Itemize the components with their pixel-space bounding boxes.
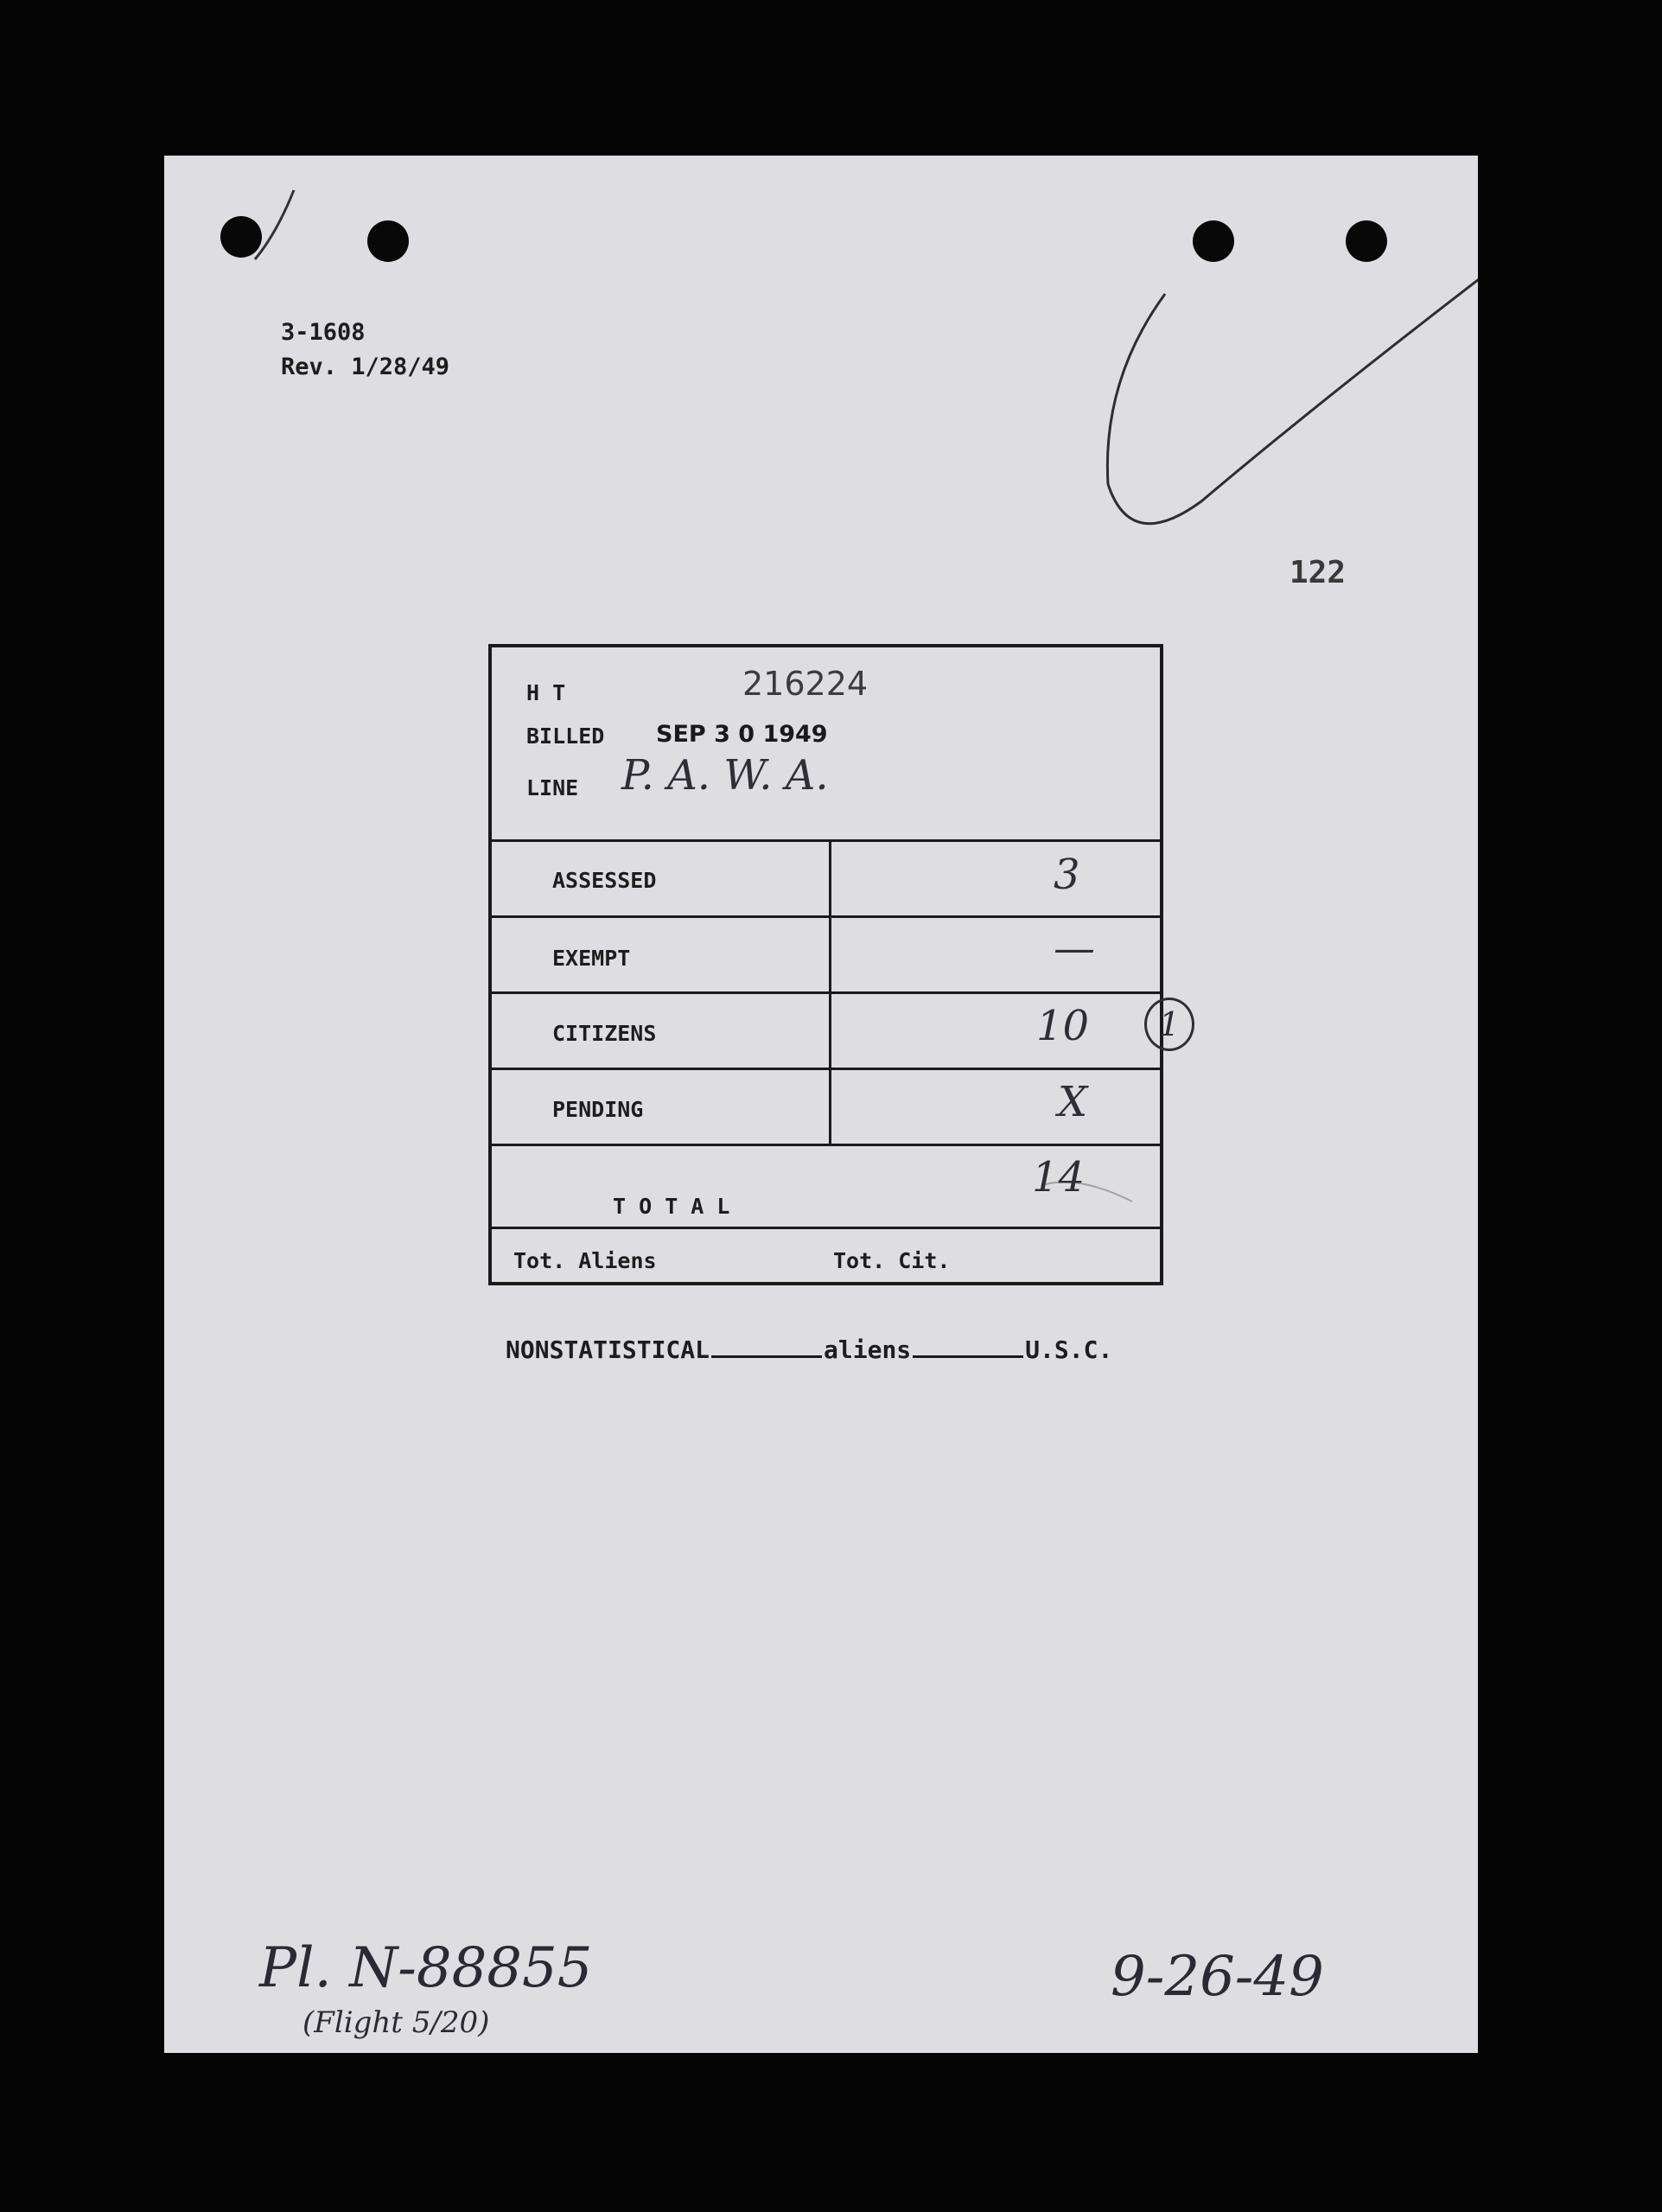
billed-label: BILLED <box>526 724 605 749</box>
check-mark <box>1107 277 1478 524</box>
usc-label: U.S.C. <box>1025 1335 1113 1364</box>
total-label: T O T A L <box>613 1194 730 1219</box>
usc-blank <box>913 1355 1023 1358</box>
row-label-assessed: ASSESSED <box>552 868 657 893</box>
row-label-citizens: CITIZENS <box>552 1021 657 1046</box>
table-divider <box>492 1068 1160 1070</box>
form-revision: Rev. 1/28/49 <box>281 354 450 380</box>
aliens-label: aliens <box>824 1335 912 1364</box>
row-value-citizens: 10 <box>1036 1002 1090 1050</box>
table-divider <box>492 839 1160 842</box>
form-code <box>281 316 449 385</box>
table-divider <box>492 1227 1160 1229</box>
ht-label: H T <box>526 680 566 705</box>
nonstatistical-line <box>506 1335 1112 1364</box>
table-divider <box>492 915 1160 918</box>
row-value-assessed: 3 <box>1054 851 1080 899</box>
manifest-table <box>488 644 1181 1285</box>
handwritten-date: 9-26-49 <box>1111 1945 1324 2009</box>
aliens-blank <box>711 1355 822 1358</box>
row-value-exempt: — <box>1054 924 1095 972</box>
line-label: LINE <box>526 775 579 800</box>
line-value: P. A. W. A. <box>621 751 829 800</box>
billed-date-stamp: SEP 3 0 1949 <box>656 721 828 748</box>
handwritten-flight-note: (Flight 5/20) <box>302 2005 490 2040</box>
serial-number: 216224 <box>742 665 869 703</box>
check-mark <box>255 190 294 259</box>
nonstatistical-label: NONSTATISTICAL <box>506 1335 710 1364</box>
total-value: 14 <box>1032 1153 1086 1202</box>
row-label-exempt: EXEMPT <box>552 946 631 971</box>
handwritten-reference: Pl. N-88855 <box>259 1936 593 2000</box>
tot-aliens-label: Tot. Aliens <box>513 1248 657 1273</box>
document-page <box>164 156 1478 2053</box>
row-label-pending: PENDING <box>552 1097 644 1122</box>
tot-cit-label: Tot. Cit. <box>833 1248 951 1273</box>
table-divider <box>492 991 1160 994</box>
row-annotation-citizens: 1 <box>1144 998 1194 1051</box>
row-value-pending: X <box>1058 1078 1088 1126</box>
form-number: 3-1608 <box>281 319 366 346</box>
table-divider <box>492 1144 1160 1146</box>
page-number: 122 <box>1289 555 1347 590</box>
